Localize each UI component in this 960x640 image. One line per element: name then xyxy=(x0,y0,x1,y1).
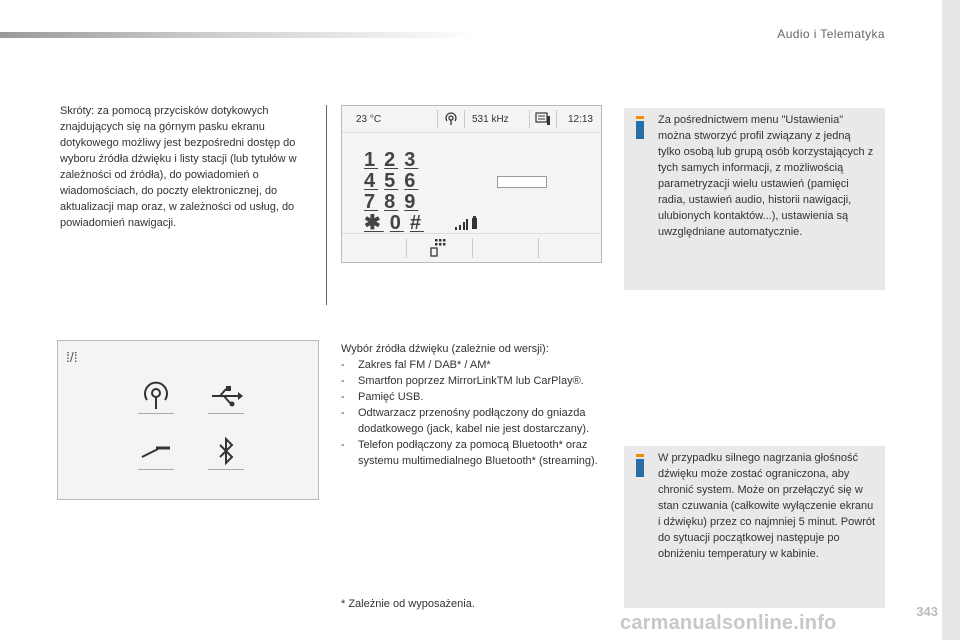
source-shortcut-icon: ⁞/⁞ xyxy=(66,349,78,365)
key: 8 xyxy=(384,191,399,213)
keypad-row xyxy=(364,192,430,213)
list-item: - Odtwarzacz przenośny podłączony do gniazda dodatkowego (jack, kabel nie jest dostarczany). xyxy=(341,405,611,437)
list-item: - Zakres fal FM / DAB* / AM* xyxy=(341,357,611,373)
list-item: - Smartfon poprzez MirrorLinkTM lub CarPlay®. xyxy=(341,373,611,389)
screen-status-bar xyxy=(342,106,601,133)
phone-keypad xyxy=(364,150,430,234)
key: 7 xyxy=(364,191,379,213)
footnote: * Zależnie od wyposażenia. xyxy=(341,598,475,610)
page-number: 343 xyxy=(916,604,938,619)
intro-paragraph: Skróty: za pomocą przycisków dotykowych znajdujących się na górnym pasku ekranu dotykowego możliwy jest bezpośredni dostęp do wyboru źródła dźwięku i listy stacji (lub tytułów w zależności od źródła), do powiadomień o wiadomościach, do poczty elektronicznej, do aktualizacji map oraz, w zależności od usług, do powiadomień nawigacji. xyxy=(60,105,297,229)
source-selection-section xyxy=(341,341,611,469)
info-box-profiles xyxy=(624,108,885,290)
list-item: - Telefon podłączony za pomocą Bluetooth* oraz systemu multimedialnego Bluetooth* (streaming). xyxy=(341,437,611,469)
source-selection-heading: Wybór źródła dźwięku (zależnie od wersji): xyxy=(341,343,549,355)
keypad-row xyxy=(364,171,430,192)
keypad-row xyxy=(364,150,430,171)
info-icon xyxy=(636,454,644,470)
list-item: - Pamięć USB. xyxy=(341,389,611,405)
touchscreen-keypad-illustration xyxy=(341,105,602,263)
key: 5 xyxy=(384,170,399,192)
screen-bottom-bar xyxy=(342,233,601,262)
page-edge-strip xyxy=(942,0,960,640)
aux-jack-icon xyxy=(138,435,174,469)
signal-icon xyxy=(454,218,468,230)
key: 6 xyxy=(404,170,419,192)
key: 0 xyxy=(389,212,404,234)
key: 4 xyxy=(364,170,379,192)
key: 2 xyxy=(384,149,399,171)
column-divider xyxy=(326,105,327,305)
clock-readout: 12:13 xyxy=(567,114,593,125)
watermark: carmanualsonline.info xyxy=(620,612,837,634)
bluetooth-icon xyxy=(208,435,244,469)
info-box-overheating xyxy=(624,446,885,608)
number-display-field xyxy=(497,176,547,188)
info-icon xyxy=(636,116,644,132)
battery-icon xyxy=(471,216,478,230)
header-gradient-bar xyxy=(0,32,480,38)
key: 9 xyxy=(404,191,419,213)
key: ✱ xyxy=(364,212,384,234)
usb-icon xyxy=(208,379,244,413)
key: 3 xyxy=(404,149,419,171)
frequency-readout: 531 kHz xyxy=(472,114,509,125)
source-list xyxy=(341,357,611,469)
radio-icon xyxy=(444,112,458,126)
key: 1 xyxy=(364,149,379,171)
touchscreen-source-illustration xyxy=(57,340,319,500)
info-text: W przypadku silnego nagrzania głośność dźwięku może zostać ograniczona, aby chronić system. Może on przełączyć się w stan czuwania (całkowite wyłączenie ekranu i dźwięku) przez co najmniej 5 minut. Powrót do sytuacji początkowej następuje po obniżeniu temperatury w kabinie. xyxy=(658,452,876,560)
radio-icon xyxy=(138,379,174,413)
dialpad-phone-icon xyxy=(430,239,448,257)
key: # xyxy=(409,212,425,234)
message-icon xyxy=(535,112,551,126)
section-title: Audio i Telematyka xyxy=(777,27,885,41)
temperature-readout: 23 °C xyxy=(356,114,382,125)
info-text: Za pośrednictwem menu "Ustawienia" można stworzyć profil związany z jedną tylko osobą lub grupą osób korzystających z tych samych informacji, z możliwością parametryzacji wielu ustawień (pamięci radia, ustawień audio, historii nawigacji, ulubionych kontaktów...), ustawienia są uwzględniane automatycznie. xyxy=(658,114,874,238)
keypad-row xyxy=(364,213,430,234)
